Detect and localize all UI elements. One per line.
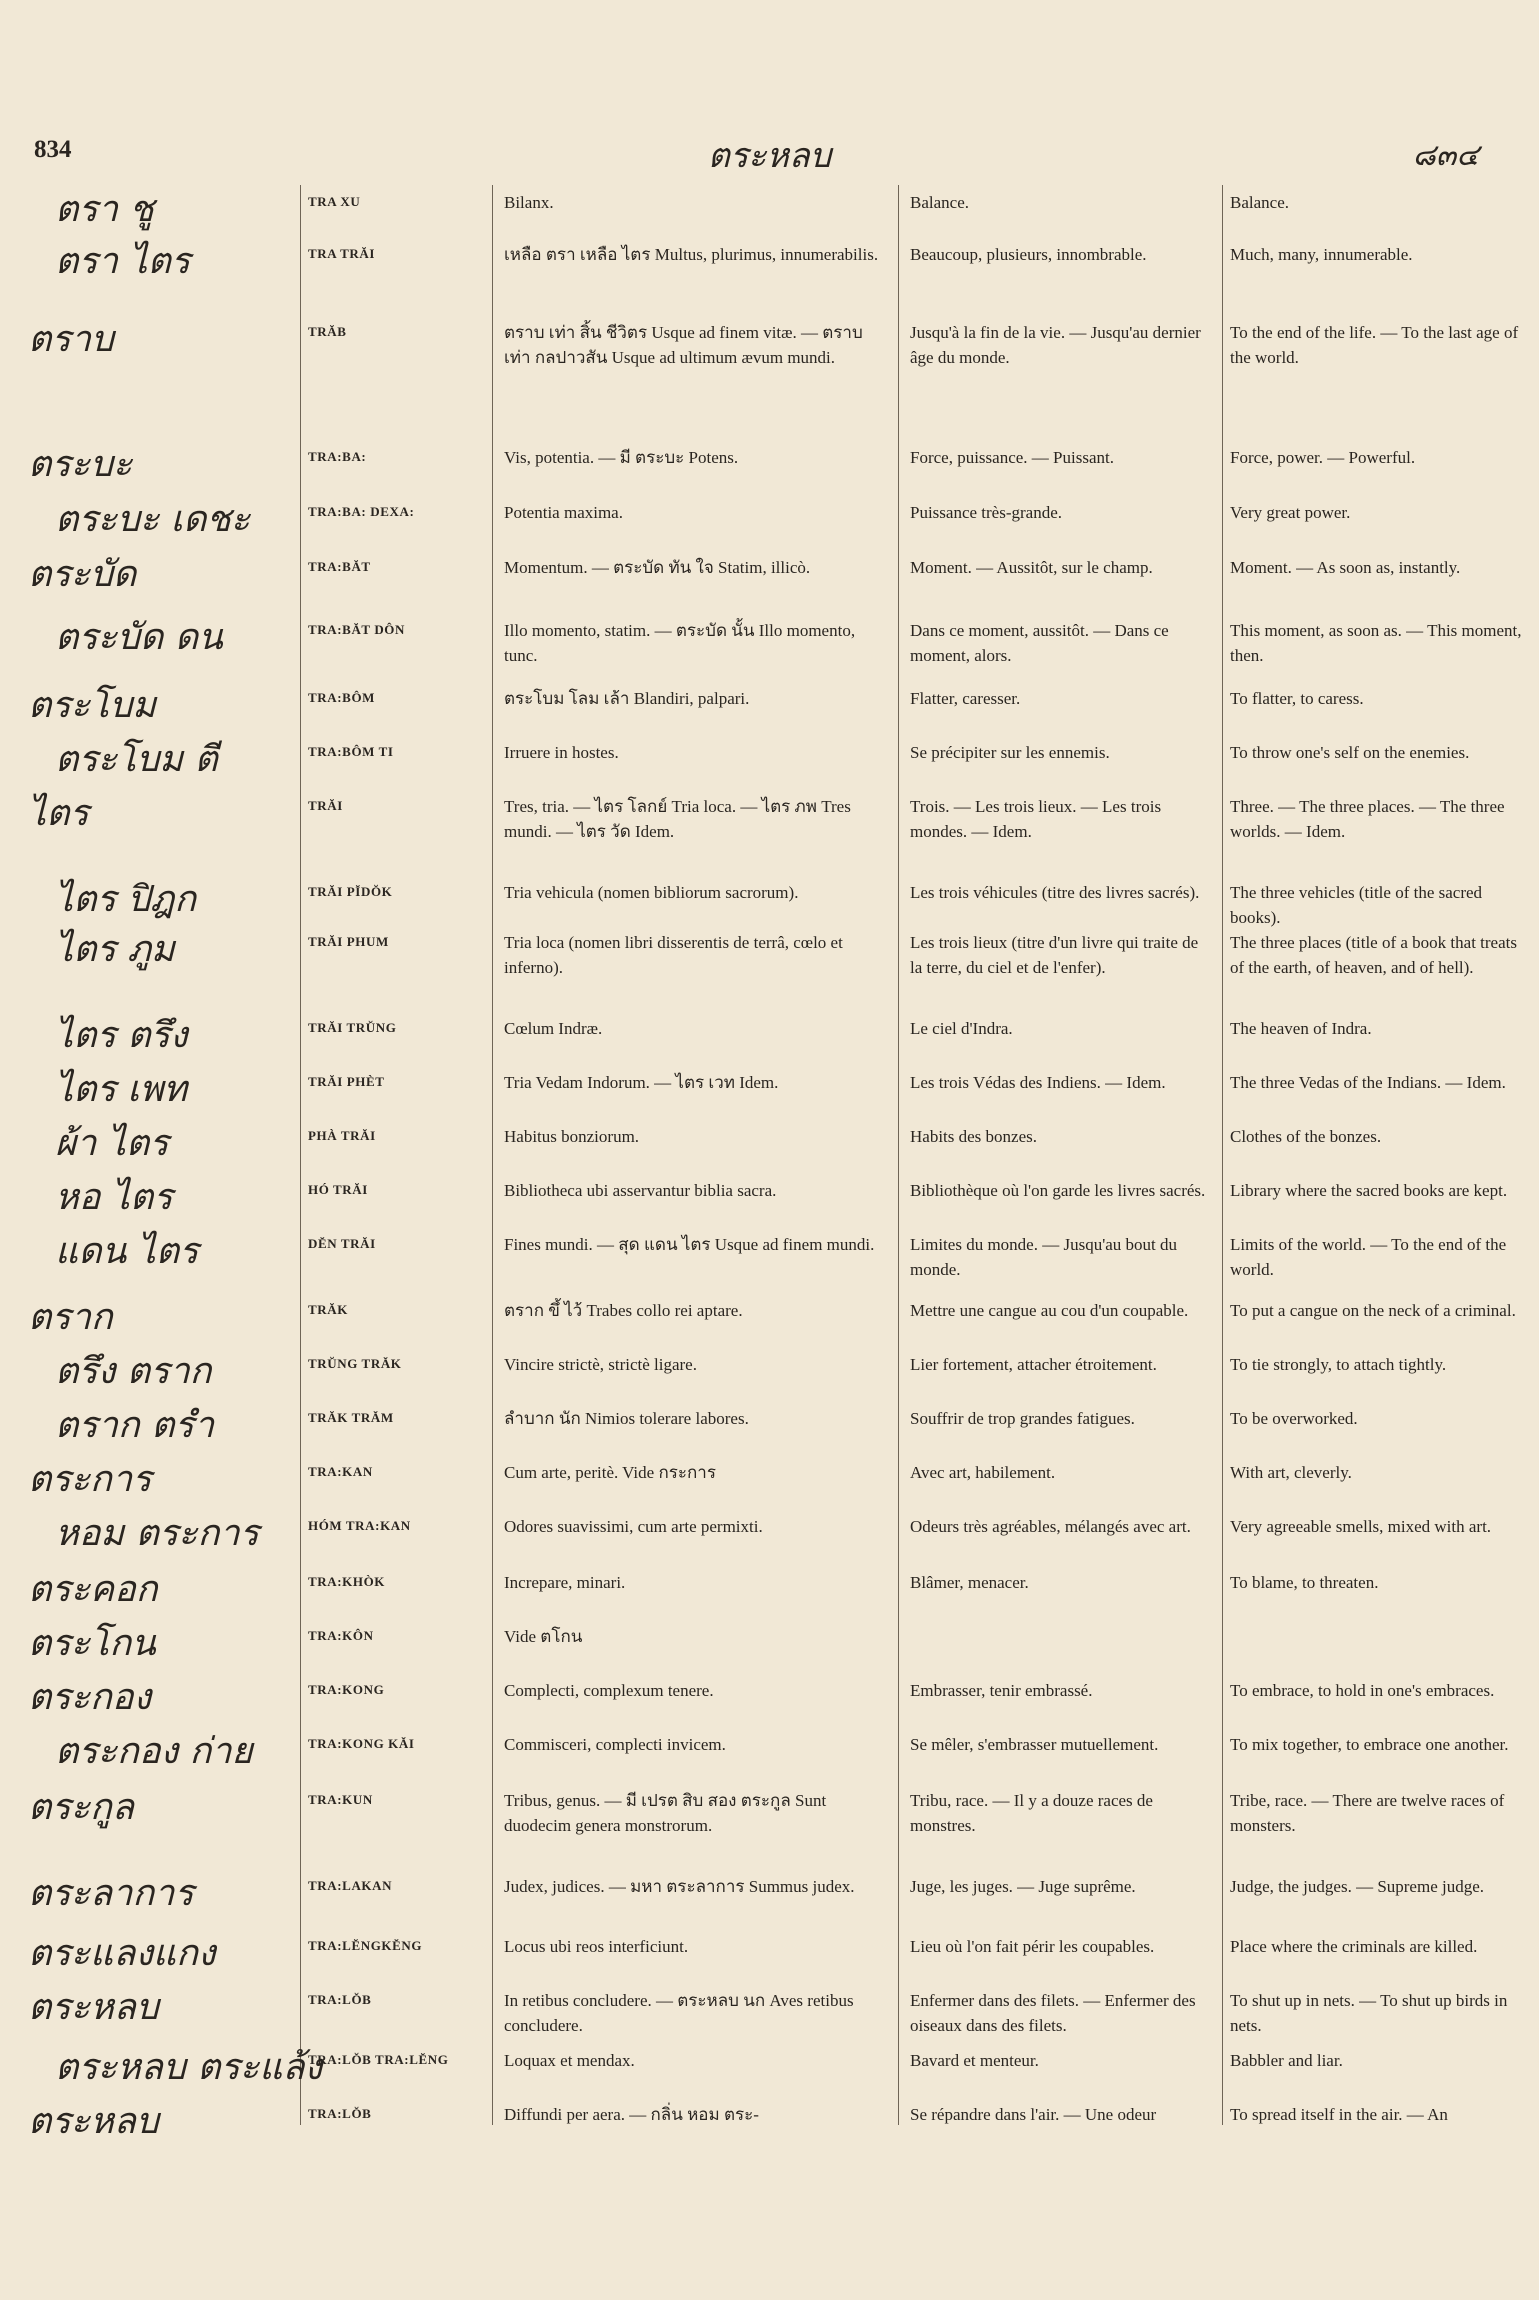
entry-transliteration: TRA:LŎB TRA:LĔNG: [308, 2052, 449, 2067]
entry-french: Lier fortement, attacher étroitement.: [910, 1355, 1157, 1374]
page-header: [0, 128, 1539, 176]
entry-thai: ไตร เพท: [55, 1069, 188, 1110]
entry-thai: ตรา ชู: [55, 189, 154, 230]
entry-transliteration: TRĂK: [308, 1302, 348, 1317]
entry-french: Lieu où l'on fait périr les coupables.: [910, 1937, 1155, 1956]
entry-latin: ลำบาก นัก Nimios tolerare labores.: [504, 1409, 749, 1428]
entry-latin: Complecti, complexum tenere.: [504, 1681, 714, 1700]
entry-latin: Tribus, genus. — มี เปรต สิบ สอง ตระกูล Sunt duodecim genera monstrorum.: [504, 1791, 827, 1835]
entry-english: The three places (title of a book that treats of the earth, of heaven, and of hell).: [1230, 933, 1517, 977]
entry-english: With art, cleverly.: [1230, 1463, 1352, 1482]
entry-latin: Bilanx.: [504, 193, 554, 212]
entry-latin: ตระโบม โลม เล้า Blandiri, palpari.: [504, 689, 750, 708]
page-number-left: 834: [34, 136, 72, 163]
entry-thai: ตระกอง ก่าย: [55, 1731, 253, 1772]
entry-thai: ตระบัด ดน: [55, 617, 223, 658]
entry-transliteration: TRA:LŎB: [308, 2106, 372, 2121]
entry-thai: ไตร ปิฎก: [55, 879, 197, 920]
entry-latin: Vide ตโกน: [504, 1627, 583, 1646]
entry-latin: In retibus concludere. — ตระหลบ นก Aves retibus concludere.: [504, 1991, 854, 2035]
entry-latin: Tria vehicula (nomen bibliorum sacrorum).: [504, 883, 799, 902]
entry-thai: ตราบ: [28, 319, 114, 360]
entry-transliteration: HÓ TRĂI: [308, 1182, 368, 1197]
entry-transliteration: TRA:LĔNGKĔNG: [308, 1938, 423, 1953]
entry-latin: ตราก ขึ้ ไว้ Trabes collo rei aptare.: [504, 1301, 743, 1320]
entry-french: Moment. — Aussitôt, sur le champ.: [910, 558, 1153, 577]
entry-english: Very great power.: [1230, 503, 1351, 522]
entry-latin: Loquax et mendax.: [504, 2051, 635, 2070]
entry-transliteration: TRA:KHÒK: [308, 1574, 386, 1589]
entry-latin: Momentum. — ตระบัด ทัน ใจ Statim, illicò.: [504, 558, 811, 577]
running-head: ตระหลบ: [707, 136, 832, 176]
entry-english: To be overworked.: [1230, 1409, 1358, 1428]
entry-french: Juge, les juges. — Juge suprême.: [910, 1877, 1136, 1896]
entry-latin: Illo momento, statim. — ตระบัด นั้น Illo momento, tunc.: [504, 621, 856, 665]
entry-french: Bavard et menteur.: [910, 2051, 1039, 2070]
entry-french: Avec art, habilement.: [910, 1463, 1056, 1482]
entry-thai: ตราก ตรำ: [55, 1405, 215, 1446]
entry-thai: ตระหลบ: [28, 1987, 159, 2028]
entry-latin: Tria Vedam Indorum. — ไตร เวท Idem.: [504, 1073, 779, 1092]
entry-french: Jusqu'à la fin de la vie. — Jusqu'au dernier âge du monde.: [910, 323, 1201, 367]
entry-transliteration: TRA TRĂI: [308, 246, 376, 261]
entry-french: Embrasser, tenir embrassé.: [910, 1681, 1093, 1700]
entry-transliteration: HÓM TRA:KAN: [308, 1518, 411, 1533]
column-rule-1: [300, 185, 301, 2125]
entry-french: Puissance très-grande.: [910, 503, 1063, 522]
entry-transliteration: TRA:BÔM: [308, 690, 376, 705]
entry-thai: ไตร: [28, 793, 89, 834]
entry-english: Library where the sacred books are kept.: [1230, 1181, 1508, 1200]
entry-latin: Cœlum Indræ.: [504, 1019, 603, 1038]
entry-latin: ตราบ เท่า สิ้น ชีวิตร Usque ad finem vitæ. — ตราบ เท่า กลปาวสัน Usque ad ultimum ævum mundi.: [504, 323, 863, 367]
entry-thai: หอม ตระการ: [55, 1513, 259, 1554]
entry-english: The three vehicles (title of the sacred books).: [1230, 883, 1483, 927]
entry-french: Les trois Védas des Indiens. — Idem.: [910, 1073, 1166, 1092]
entry-english: The heaven of Indra.: [1230, 1019, 1372, 1038]
entry-thai: ไตร ภูม: [55, 929, 175, 970]
entry-transliteration: TRĂK TRĂM: [308, 1410, 394, 1425]
entry-transliteration: TRA:BA: DEXA:: [308, 504, 415, 519]
entry-thai: ตระแลงแกง: [28, 1933, 216, 1974]
entry-transliteration: TRA:LŎB: [308, 1992, 372, 2007]
entry-english: To tie strongly, to attach tightly.: [1230, 1355, 1447, 1374]
entry-thai: ตระหลบ ตระแล้ง: [55, 2047, 323, 2088]
column-rule-3: [898, 185, 899, 2125]
entry-english: Babbler and liar.: [1230, 2051, 1343, 2070]
entry-transliteration: TRA:KUN: [308, 1792, 373, 1807]
entry-french: Flatter, caresser.: [910, 689, 1021, 708]
entry-latin: Irruere in hostes.: [504, 743, 619, 762]
entry-french: Blâmer, menacer.: [910, 1573, 1029, 1592]
column-rule-2: [492, 185, 493, 2125]
entry-latin: Vincire strictè, strictè ligare.: [504, 1355, 697, 1374]
entry-thai: แดน ไตร: [55, 1231, 199, 1272]
entry-transliteration: TRĂI PHÈT: [308, 1074, 385, 1089]
entry-thai: ตรา ไตร: [55, 241, 191, 282]
entry-french: Dans ce moment, aussitôt. — Dans ce moment, alors.: [910, 621, 1169, 665]
entry-transliteration: PHÀ TRĂI: [308, 1128, 376, 1143]
entry-transliteration: DĔN TRĂI: [308, 1236, 376, 1251]
entry-transliteration: TRA:KONG: [308, 1682, 385, 1697]
entry-french: Trois. — Les trois lieux. — Les trois mondes. — Idem.: [910, 797, 1162, 841]
entry-transliteration: TRA:BA:: [308, 449, 367, 464]
entry-transliteration: TRĂI TRŬNG: [308, 1020, 397, 1035]
entry-english: To spread itself in the air. — An: [1230, 2105, 1448, 2124]
entry-thai: ตระคอก: [28, 1569, 158, 1610]
entry-french: Se répandre dans l'air. — Une odeur: [910, 2105, 1157, 2124]
entry-thai: ไตร ตรึง: [55, 1015, 188, 1056]
entry-french: Se précipiter sur les ennemis.: [910, 743, 1110, 762]
entry-english: To put a cangue on the neck of a criminal.: [1230, 1301, 1516, 1320]
entry-transliteration: TRŬNG TRĂK: [308, 1356, 402, 1371]
entry-transliteration: TRA:BĂT: [308, 559, 371, 574]
entry-latin: Diffundi per aera. — กลิ่น หอม ตระ-: [504, 2105, 759, 2124]
entry-latin: Fines mundi. — สุด แดน ไตร Usque ad finem mundi.: [504, 1235, 875, 1254]
entry-french: Souffrir de trop grandes fatigues.: [910, 1409, 1135, 1428]
entry-french: Force, puissance. — Puissant.: [910, 448, 1114, 467]
entry-thai: ตระกอง: [28, 1677, 152, 1718]
entry-english: To flatter, to caress.: [1230, 689, 1364, 708]
entry-latin: Potentia maxima.: [504, 503, 623, 522]
entry-english: Judge, the judges. — Supreme judge.: [1230, 1877, 1485, 1896]
entry-thai: ตระลาการ: [28, 1873, 194, 1914]
entry-transliteration: TRA:LAKAN: [308, 1878, 393, 1893]
entry-french: Se mêler, s'embrasser mutuellement.: [910, 1735, 1159, 1754]
entry-english: Place where the criminals are killed.: [1230, 1937, 1478, 1956]
entry-english: This moment, as soon as. — This moment, then.: [1230, 621, 1522, 665]
entry-transliteration: TRA XU: [308, 194, 361, 209]
entry-english: Tribe, race. — There are twelve races of monsters.: [1230, 1791, 1505, 1835]
entry-english: Much, many, innumerable.: [1230, 245, 1413, 264]
entry-transliteration: TRĂB: [308, 324, 347, 339]
entry-english: To mix together, to embrace one another.: [1230, 1735, 1509, 1754]
entry-french: Le ciel d'Indra.: [910, 1019, 1013, 1038]
entry-latin: Vis, potentia. — มี ตระบะ Potens.: [504, 448, 739, 467]
entry-french: Balance.: [910, 193, 969, 212]
entry-english: Force, power. — Powerful.: [1230, 448, 1416, 467]
entry-english: Three. — The three places. — The three worlds. — Idem.: [1230, 797, 1505, 841]
entry-french: Les trois véhicules (titre des livres sacrés).: [910, 883, 1200, 902]
entry-transliteration: TRA:KAN: [308, 1464, 373, 1479]
entry-latin: Bibliotheca ubi asservantur biblia sacra.: [504, 1181, 777, 1200]
entry-transliteration: TRA:BĂT DÔN: [308, 622, 406, 637]
entry-latin: Tria loca (nomen libri disserentis de terrâ, cœlo et inferno).: [504, 933, 843, 977]
entry-thai: ตระโบม: [28, 685, 156, 726]
entry-french: Habits des bonzes.: [910, 1127, 1038, 1146]
entry-french: Beaucoup, plusieurs, innombrable.: [910, 245, 1147, 264]
entry-french: Tribu, race. — Il y a douze races de monstres.: [910, 1791, 1153, 1835]
entry-thai: ตระโกน: [28, 1623, 156, 1664]
entry-latin: Judex, judices. — มหา ตระลาการ Summus judex.: [504, 1877, 855, 1896]
entry-thai: ตระกูล: [28, 1787, 134, 1828]
column-rule-4: [1222, 185, 1223, 2125]
entry-latin: Locus ubi reos interficiunt.: [504, 1937, 689, 1956]
entry-english: Balance.: [1230, 193, 1289, 212]
page-number-right: ๘๓๔: [1412, 138, 1479, 173]
entry-transliteration: TRA:KÔN: [308, 1628, 374, 1643]
entry-french: Mettre une cangue au cou d'un coupable.: [910, 1301, 1189, 1320]
entry-transliteration: TRA:BÔM TI: [308, 744, 394, 759]
entry-latin: Tres, tria. — ไตร โลกย์ Tria loca. — ไตร ภพ Tres mundi. — ไตร วัด Idem.: [504, 797, 851, 841]
entry-english: To embrace, to hold in one's embraces.: [1230, 1681, 1495, 1700]
entry-english: To blame, to threaten.: [1230, 1573, 1379, 1592]
entry-thai: ตระหลบ: [28, 2101, 159, 2142]
entry-french: Bibliothèque où l'on garde les livres sacrés.: [910, 1181, 1206, 1200]
entry-thai: ตรึง ตราก: [55, 1351, 212, 1392]
entry-thai: ตราก: [28, 1297, 113, 1338]
entry-english: Clothes of the bonzes.: [1230, 1127, 1382, 1146]
entry-thai: ตระโบม ตี: [55, 739, 218, 780]
entry-thai: ตระการ: [28, 1459, 152, 1500]
entry-english: The three Vedas of the Indians. — Idem.: [1230, 1073, 1506, 1092]
entry-thai: ตระบะ: [28, 444, 133, 485]
entry-english: To shut up in nets. — To shut up birds in nets.: [1230, 1991, 1508, 2035]
entry-english: Limits of the world. — To the end of the world.: [1230, 1235, 1507, 1279]
entry-french: Enfermer dans des filets. — Enfermer des oiseaux dans des filets.: [910, 1991, 1196, 2035]
entry-latin: Odores suavissimi, cum arte permixti.: [504, 1517, 763, 1536]
entry-french: Limites du monde. — Jusqu'au bout du monde.: [910, 1235, 1178, 1279]
entry-transliteration: TRĂI PHUM: [308, 934, 389, 949]
entry-english: Moment. — As soon as, instantly.: [1230, 558, 1461, 577]
entry-latin: Cum arte, peritè. Vide กระการ: [504, 1463, 716, 1482]
entry-transliteration: TRĂI: [308, 798, 343, 813]
entry-french: Odeurs très agréables, mélangés avec art.: [910, 1517, 1191, 1536]
entry-thai: หอ ไตร: [55, 1177, 173, 1218]
entry-latin: เหลือ ตรา เหลือ ไตร Multus, plurimus, innumerabilis.: [504, 245, 879, 264]
entry-latin: Increpare, minari.: [504, 1573, 626, 1592]
entry-thai: ผ้า ไตร: [55, 1123, 169, 1164]
entry-thai: ตระบัด: [28, 554, 137, 595]
entry-english: To the end of the life. — To the last age of the world.: [1230, 323, 1519, 367]
entry-english: To throw one's self on the enemies.: [1230, 743, 1470, 762]
entry-latin: Commisceri, complecti invicem.: [504, 1735, 726, 1754]
entry-english: Very agreeable smells, mixed with art.: [1230, 1517, 1492, 1536]
entry-french: Les trois lieux (titre d'un livre qui traite de la terre, du ciel et de l'enfer).: [910, 933, 1199, 977]
entry-thai: ตระบะ เดชะ: [55, 499, 251, 540]
entry-transliteration: TRĂI PĬDŎK: [308, 884, 393, 899]
entry-latin: Habitus bonziorum.: [504, 1127, 640, 1146]
entry-transliteration: TRA:KONG KĂI: [308, 1736, 415, 1751]
